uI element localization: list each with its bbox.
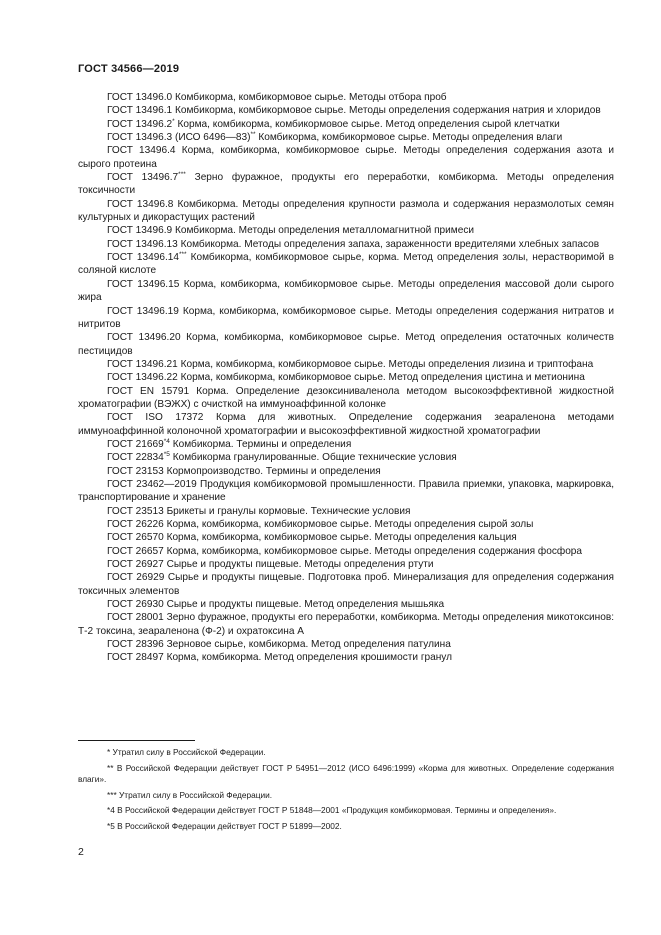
footnote-mark: *** [178,251,187,259]
reference-entry [78,505,614,518]
reference-code: ГОСТ 23513 [107,505,164,517]
footnote-marker: *** [107,789,117,800]
reference-code: ГОСТ EN 15791 [107,385,190,397]
footnote-text: Утратил силу в Российской Федерации. [119,789,273,800]
reference-title: Сырье и продукты пищевые. Метод определения мышьяка [166,599,445,611]
reference-title: Комбикорма. Термины и определения [172,438,352,450]
footnote [78,790,614,802]
reference-title: Корма, комбикорма. Метод определения крошимости гранул [166,652,453,664]
page-number: 2 [78,846,84,858]
reference-entry [78,198,614,225]
footnote [78,747,614,759]
reference-title: Корма, комбикорма, комбикормовое сырье. Методы определения содержания фосфора [166,545,583,557]
reference-entry [78,465,614,478]
reference-title: Корма, комбикорма, комбикормовое сырье. Метод определения цистина и метионина [180,372,585,384]
normative-references-list [78,91,614,665]
reference-title: Корма, комбикорма, комбикормовое сырье. Метод определения остаточных количеств пестицидов [78,332,614,357]
reference-entry [78,611,614,638]
reference-title: Комбикорма гранулированные. Общие технические условия [172,452,457,464]
reference-entry [78,91,614,104]
reference-entry [78,358,614,371]
reference-code: ГОСТ 13496.8 [107,198,174,210]
reference-entry [78,144,614,171]
footnote-divider [78,740,195,741]
reference-entry [78,518,614,531]
reference-entry [78,371,614,384]
reference-code: ГОСТ 23462—2019 [107,478,197,490]
reference-code: ГОСТ 26226 [107,519,164,530]
reference-entry [78,171,614,198]
reference-title: Корма, комбикорма, комбикормовое сырье. Методы определения сырой золы [166,519,534,530]
footnote [78,805,614,817]
reference-title: Зерно фуражное, продукты его переработки, комбикорма. Методы определения токсичности [78,172,614,197]
reference-title: Комбикорма. Методы определения запаха, зараженности вредителями хлебных запасов [180,238,600,250]
reference-code: ГОСТ 13496.14 [107,252,179,264]
footnote-mark: *** [178,171,186,179]
reference-title: Корма, комбикорма, комбикормовое сырье. Методы определения массовой доли сырого жира [78,278,614,304]
reference-entry [78,278,614,305]
footnote-text: В Российской Федерации действует ГОСТ Р 51848—2001 «Продукция комбикормовая. Термины и определения». [117,805,557,815]
reference-code: ГОСТ 26657 [107,545,164,557]
reference-title: Корма, комбикорма, комбикормовое сырье. Методы определения лизина и триптофана [180,358,594,370]
reference-title: Комбикорма, комбикормовое сырье. Методы определения содержания натрия и хлоридов [174,105,601,117]
reference-code: ГОСТ 13496.9 [107,225,173,237]
reference-entry [78,531,614,544]
reference-title: Корма, комбикорма, комбикормовое сырье. Методы определения содержания нитратов и нитритов [78,305,614,330]
reference-entry [78,558,614,571]
reference-entry [78,598,614,611]
reference-entry [78,104,614,117]
footnote-mark: ** [250,131,256,139]
footnote-mark: * [172,117,175,125]
reference-code: ГОСТ 26570 [107,532,164,544]
reference-code: ГОСТ 13496.22 [107,372,178,384]
reference-code: ГОСТ ISO 17372 [107,412,204,424]
reference-code: ГОСТ 13496.4 [107,145,176,157]
footnote-marker: *5 [107,820,115,831]
reference-title: Корма, комбикорма, комбикормовое сырье. Метод определения сырой клетчатки [177,118,560,130]
reference-code: ГОСТ 26927 [107,559,164,571]
footnote-marker: *4 [107,805,115,815]
reference-title: Зерновое сырье, комбикорма. Метод определения патулина [166,639,451,651]
reference-title: Корма, комбикорма, комбикормовое сырье. Методы определения кальция [166,532,517,544]
reference-code: ГОСТ 26929 [107,572,165,584]
reference-entry [78,438,614,451]
reference-entry [78,331,614,358]
reference-code: ГОСТ 21669 [107,438,164,450]
reference-entry [78,118,614,131]
document-header: ГОСТ 34566—2019 [78,63,180,75]
footnote-text: В Российской Федерации действует ГОСТ Р 51899—2002. [117,820,342,831]
footnote-mark: *4 [163,437,170,445]
footnote-text: Утратил силу в Российской Федерации. [112,747,266,757]
reference-code: ГОСТ 13496.21 [107,358,178,370]
reference-entry [78,305,614,332]
reference-entry [78,638,614,651]
footnote [78,821,614,833]
reference-title: Сырье и продукты пищевые. Методы определения ртути [166,559,434,571]
reference-code: ГОСТ 13496.0 [107,92,173,103]
reference-title: Корма для животных. Определение содержания зеараленона методами иммуноаффинной колоночной хроматографии и высокоэффективной жидкостной хроматографии [78,412,614,437]
reference-title: Комбикорма, комбикормовое сырье, корма. Метод определения золы, нерастворимой в соляной кислоте [78,252,614,277]
reference-entry [78,251,614,278]
footnote-marker: ** [107,762,114,773]
reference-code: ГОСТ 13496.1 [107,105,173,117]
reference-entry [78,451,614,464]
reference-code: ГОСТ 28396 [107,639,164,651]
reference-code: ГОСТ 13496.20 [107,332,181,344]
reference-code: ГОСТ 13496.19 [107,305,179,317]
reference-title: Сырье и продукты пищевые. Подготовка проб. Минерализация для определения содержания токсичных элементов [78,572,614,597]
reference-entry [78,385,614,412]
reference-code: ГОСТ 13496.15 [107,278,180,290]
reference-title: Комбикорма, комбикормовое сырье. Методы определения влаги [258,132,563,144]
reference-title: Комбикорма. Методы определения крупности размола и содержания неразмолотых семян культурных и дикорастущих растений [78,198,614,224]
reference-code: ГОСТ 13496.3 (ИСО 6496—83) [107,132,251,144]
footnote-text: В Российской Федерации действует ГОСТ Р 54951—2012 (ИСО 6496:1999) «Корма для животных. Определение содержания влаги». [78,762,615,784]
reference-title: Продукция комбикормовой промышленности. Правила приемки, упаковка, маркировка, транспортирование и хранение [78,478,615,504]
reference-entry [78,131,614,144]
footnote [78,763,614,786]
reference-entry [78,545,614,558]
footnotes [78,747,614,836]
reference-title: Кормопроизводство. Термины и определения [166,465,381,477]
footnote-marker: * [107,747,111,757]
reference-title: Комбикорма. Методы определения металломагнитной примеси [174,225,475,237]
reference-code: ГОСТ 22834 [107,452,164,464]
reference-entry [78,411,614,438]
reference-code: ГОСТ 13496.2 [107,118,173,130]
reference-code: ГОСТ 13496.7 [107,172,179,184]
reference-entry [78,571,614,598]
reference-code: ГОСТ 23153 [107,465,164,477]
footnote-mark: *5 [163,451,170,459]
reference-code: ГОСТ 26930 [107,599,164,611]
reference-code: ГОСТ 28497 [107,652,164,664]
reference-title: Зерно фуражное, продукты его переработки, комбикорма. Методы определения микотоксинов: Т-2 токсина, зеараленона (Ф-2) и охратоксина А [78,612,615,637]
reference-title: Брикеты и гранулы кормовые. Технические условия [166,505,411,517]
reference-code: ГОСТ 28001 [107,612,164,624]
reference-entry [78,238,614,251]
reference-entry [78,224,614,237]
reference-entry [78,478,614,505]
reference-entry [78,651,614,664]
reference-code: ГОСТ 13496.13 [107,238,178,250]
reference-title: Корма, комбикорма, комбикормовое сырье. Методы определения содержания азота и сырого протеина [78,145,614,170]
reference-title: Комбикорма, комбикормовое сырье. Методы отбора проб [174,92,447,103]
reference-title: Корма. Определение дезоксиниваленола методом высокоэффективной жидкостной хроматографии (ВЭЖХ) с очисткой на иммуноаффинной колонке [78,385,614,410]
